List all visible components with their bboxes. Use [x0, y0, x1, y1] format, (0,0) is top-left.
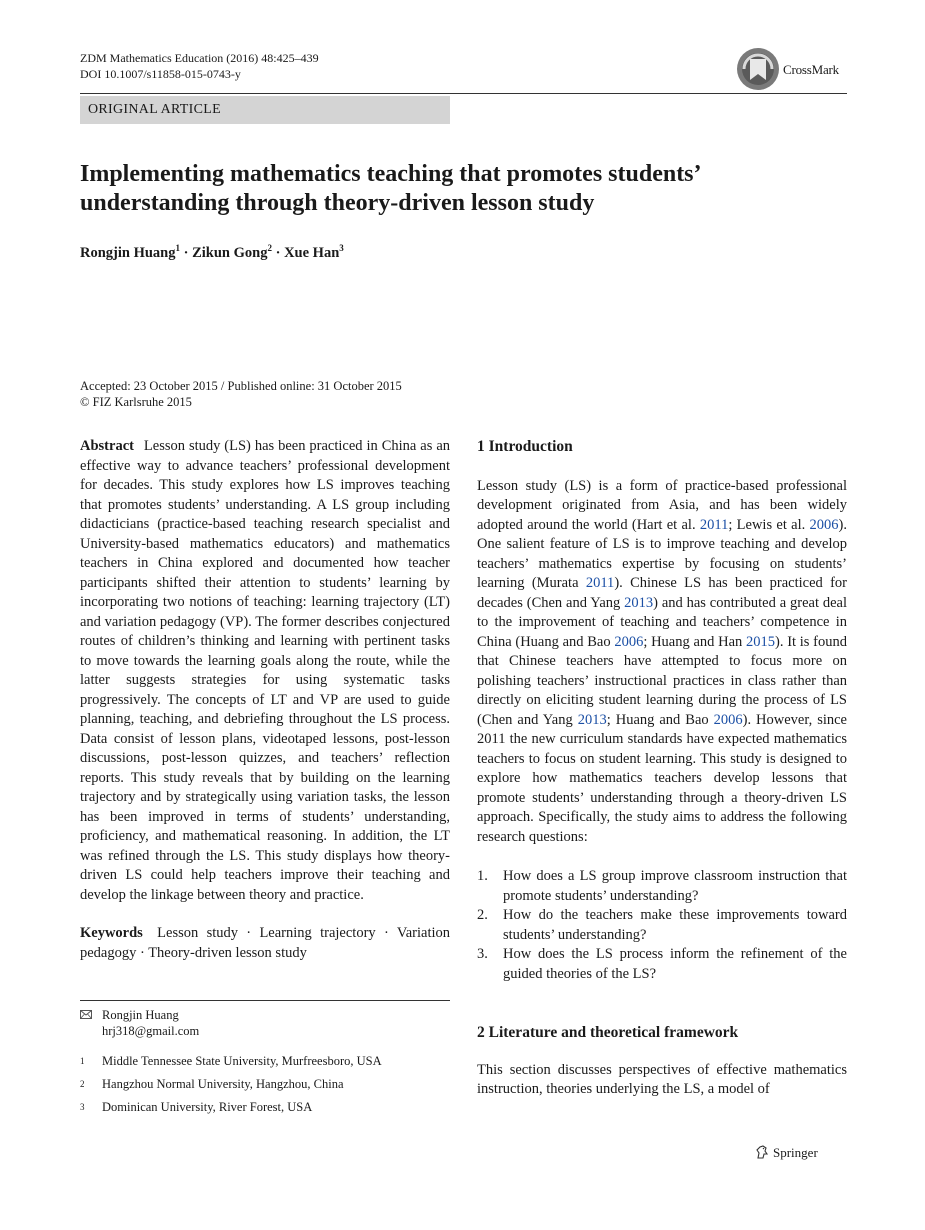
- affiliation-number: 3: [80, 1102, 85, 1112]
- publication-dates: [80, 378, 402, 410]
- citation-link[interactable]: 2013: [624, 594, 654, 611]
- body-text: ). Chinese LS has been practiced for decades (Chen and Yang: [477, 575, 848, 611]
- citation-link[interactable]: 2013: [577, 711, 607, 728]
- affiliation-text: Dominican University, River Forest, USA: [102, 1100, 313, 1114]
- keywords: [80, 924, 450, 963]
- crossmark-label: CrossMark: [783, 62, 839, 77]
- abstract-label: Abstract: [80, 438, 134, 454]
- title-line-1: Implementing mathematics teaching that promotes students’: [80, 161, 702, 187]
- body-text: ) and has contributed a great deal to the improvement of teaching and teachers’ competence in China (Huang and Bao: [477, 594, 847, 650]
- introduction-paragraph: [477, 477, 847, 848]
- journal-name-line: ZDM Mathematics Education (2016) 48:425–439: [80, 51, 319, 65]
- research-questions-list: [477, 867, 847, 984]
- body-text: ; Huang and Bao: [606, 711, 714, 728]
- citation-link[interactable]: 2011: [585, 575, 615, 591]
- list-number: 3.: [477, 946, 488, 962]
- affiliation-number: 1: [80, 1056, 85, 1066]
- left-column: [80, 437, 450, 963]
- author-footnotes: [80, 1007, 450, 1115]
- title-line-2: understanding through theory-driven lesson study: [80, 190, 595, 216]
- article-type-banner: ORIGINAL ARTICLE: [80, 96, 450, 124]
- author-list: [80, 243, 344, 262]
- citation-link[interactable]: 2011: [699, 516, 729, 533]
- corresponding-author: [80, 1007, 450, 1039]
- body-text: ). However, since 2011 the new curriculum standards have expected mathematics teachers to focus on student learning. This study is designed to explore how mathematics teachers develop lessons that promote students’ understanding through a theory-driven LS approach. Specifically, the study aims to address the following research questions:: [477, 711, 847, 845]
- section-heading-introduction: 1 Introduction: [477, 438, 573, 455]
- affiliation-text: Middle Tennessee State University, Murfreesboro, USA: [102, 1054, 382, 1068]
- citation-link[interactable]: 2006: [713, 711, 743, 728]
- affiliation-item: [80, 1099, 450, 1115]
- accepted-published-line: Accepted: 23 October 2015 / Published online: 31 October 2015: [80, 379, 402, 393]
- list-number: 2.: [477, 907, 488, 923]
- section-heading-literature: 2 Literature and theoretical framework: [477, 1024, 739, 1041]
- author-affiliation-mark: 3: [339, 243, 344, 253]
- crossmark-icon: [736, 47, 780, 91]
- body-text: ). One salient feature of LS is to improve teaching and develop teachers’ mathematics expertise by focusing on students’ learning (Murata: [477, 516, 847, 591]
- author-name[interactable]: Xue Han: [284, 244, 340, 261]
- citation-link[interactable]: 2006: [614, 633, 644, 650]
- author-affiliation-mark: 1: [175, 243, 180, 253]
- keywords-text: Lesson study · Learning trajectory · Variation pedagogy · Theory-driven lesson study: [80, 925, 451, 961]
- article-title: [80, 160, 840, 218]
- copyright-line: © FIZ Karlsruhe 2015: [80, 395, 192, 409]
- keywords-label: Keywords: [80, 925, 143, 941]
- body-text: ). It is found that Chinese teachers have attempted to focus more on polishing teachers’ instructional practices in class rather than directly on eliciting student learning during the process of LS (Chen and Yang: [477, 633, 848, 728]
- body-text: ; Huang and Han: [643, 633, 747, 650]
- body-text: ; Lewis et al.: [728, 516, 810, 533]
- crossmark-badge[interactable]: [736, 47, 846, 91]
- footnote-rule: [80, 1000, 450, 1001]
- envelope-icon: [80, 1010, 92, 1019]
- list-text: How does a LS group improve classroom instruction that promote students’ understanding?: [503, 868, 847, 904]
- publisher-name: Springer: [773, 1145, 818, 1160]
- affiliation-text: Hangzhou Normal University, Hangzhou, China: [102, 1077, 344, 1091]
- corresponding-author-name: Rongjin Huang: [102, 1008, 179, 1022]
- journal-citation: [80, 50, 319, 82]
- citation-link[interactable]: 2006: [809, 516, 839, 533]
- springer-horse-icon: [755, 1145, 769, 1159]
- right-column: [477, 437, 847, 1100]
- author-separator: ·: [271, 244, 285, 261]
- list-item: [477, 906, 847, 945]
- corresponding-author-email[interactable]: hrj318@gmail.com: [102, 1024, 200, 1038]
- list-number: 1.: [477, 868, 488, 884]
- abstract: [80, 437, 450, 905]
- header-rule: [80, 93, 847, 94]
- author-name[interactable]: Zikun Gong: [192, 244, 268, 261]
- literature-paragraph: This section discusses perspectives of effective mathematics instruction, theories underlying the LS, a model of: [477, 1061, 847, 1097]
- author-separator: ·: [180, 244, 193, 261]
- list-item: [477, 867, 847, 906]
- publisher-logo: [755, 1145, 818, 1161]
- citation-link[interactable]: 2015: [746, 633, 776, 650]
- affiliation-item: [80, 1053, 450, 1069]
- list-text: How does the LS process inform the refinement of the guided theories of the LS?: [503, 946, 847, 982]
- author-name[interactable]: Rongjin Huang: [80, 244, 176, 261]
- body-text: Lesson study (LS) is a form of practice-based professional development originated from Asia, and has been widely adopted around the world (Hart et al.: [477, 477, 847, 533]
- list-item: [477, 945, 847, 984]
- affiliation-number: 2: [80, 1079, 85, 1089]
- doi-line[interactable]: DOI 10.1007/s11858-015-0743-y: [80, 67, 241, 81]
- abstract-text: Lesson study (LS) has been practiced in China as an effective way to advance teachers’ professional development for decades. This study explores how LS improves teaching that promotes students’ understanding. A LS group including didacticians (practice-based teaching research specialist and University-based mathematics educators) and mathematics teachers in China explored and documented how teacher participants shifted their attention to students’ learning by incorporating two notions of teaching: learning trajectory (LT) and variation pedagogy (VP). The former describes conjectured routes of children’s thinking and learning with pertinent tasks to move towards the learning goals along the route, while the latter suggests strategies for using systematic tasks progressively. The concepts of LT and VP are used to guide planning, teaching, and debriefing throughout the LS process. Data consist of lesson plans, videotaped lessons, post-lesson discussions, post-lesson quizzes, and teachers’ reflection reports. This study reveals that by building on the learning trajectory and by strategically using variation tasks, the lesson has been improved in terms of students’ understanding, proficiency, and mathematical reasoning. In addition, the LT was refined through the LS. This study displays how theory-driven LS could help teachers improve their teaching and develop the linkage between theory and practice.: [80, 438, 451, 903]
- list-text: How do the teachers make these improvements toward students’ understanding?: [503, 907, 847, 943]
- author-affiliation-mark: 2: [267, 243, 272, 253]
- affiliation-item: [80, 1076, 450, 1092]
